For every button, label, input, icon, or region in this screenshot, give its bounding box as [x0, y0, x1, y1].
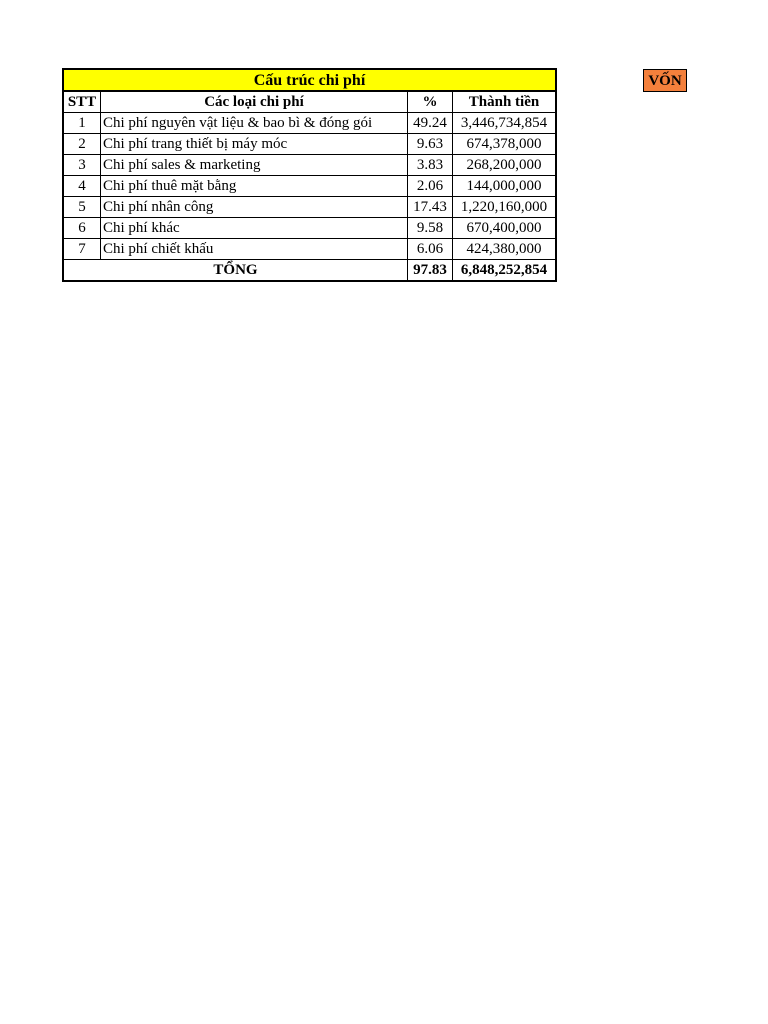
- row-stt: 7: [63, 239, 101, 260]
- table-title: Cấu trúc chi phí: [63, 69, 556, 91]
- table-row: [63, 176, 556, 197]
- row-stt: 6: [63, 218, 101, 239]
- row-pct: 2.06: [408, 176, 453, 197]
- row-stt: 2: [63, 134, 101, 155]
- row-pct: 6.06: [408, 239, 453, 260]
- table-row: [63, 197, 556, 218]
- row-amount: 1,220,160,000: [453, 197, 557, 218]
- header-pct: %: [408, 91, 453, 113]
- row-stt: 5: [63, 197, 101, 218]
- table-row: [63, 218, 556, 239]
- header-amount: Thành tiền: [453, 91, 557, 113]
- total-row: [63, 260, 556, 282]
- von-label: VỐN: [643, 69, 687, 92]
- total-amount: 6,848,252,854: [453, 260, 557, 282]
- row-name: Chi phí khác: [101, 218, 408, 239]
- row-stt: 3: [63, 155, 101, 176]
- row-pct: 17.43: [408, 197, 453, 218]
- row-amount: 674,378,000: [453, 134, 557, 155]
- row-amount: 3,446,734,854: [453, 113, 557, 134]
- row-pct: 9.58: [408, 218, 453, 239]
- header-row: [63, 91, 556, 113]
- table-row: [63, 155, 556, 176]
- table-row: [63, 134, 556, 155]
- row-stt: 4: [63, 176, 101, 197]
- row-amount: 268,200,000: [453, 155, 557, 176]
- total-label: TỔNG: [63, 260, 408, 282]
- row-name: Chi phí thuê mặt bằng: [101, 176, 408, 197]
- table-row: [63, 113, 556, 134]
- row-pct: 3.83: [408, 155, 453, 176]
- row-stt: 1: [63, 113, 101, 134]
- total-pct: 97.83: [408, 260, 453, 282]
- row-amount: 670,400,000: [453, 218, 557, 239]
- cost-structure-table: [62, 68, 557, 282]
- row-name: Chi phí nhân công: [101, 197, 408, 218]
- row-pct: 9.63: [408, 134, 453, 155]
- row-name: Chi phí trang thiết bị máy móc: [101, 134, 408, 155]
- row-amount: 144,000,000: [453, 176, 557, 197]
- row-name: Chi phí nguyên vật liệu & bao bì & đóng gói: [101, 113, 408, 134]
- header-stt: STT: [63, 91, 101, 113]
- row-name: Chi phí sales & marketing: [101, 155, 408, 176]
- row-name: Chi phí chiết khấu: [101, 239, 408, 260]
- row-pct: 49.24: [408, 113, 453, 134]
- table-row: [63, 239, 556, 260]
- row-amount: 424,380,000: [453, 239, 557, 260]
- header-name: Các loại chi phí: [101, 91, 408, 113]
